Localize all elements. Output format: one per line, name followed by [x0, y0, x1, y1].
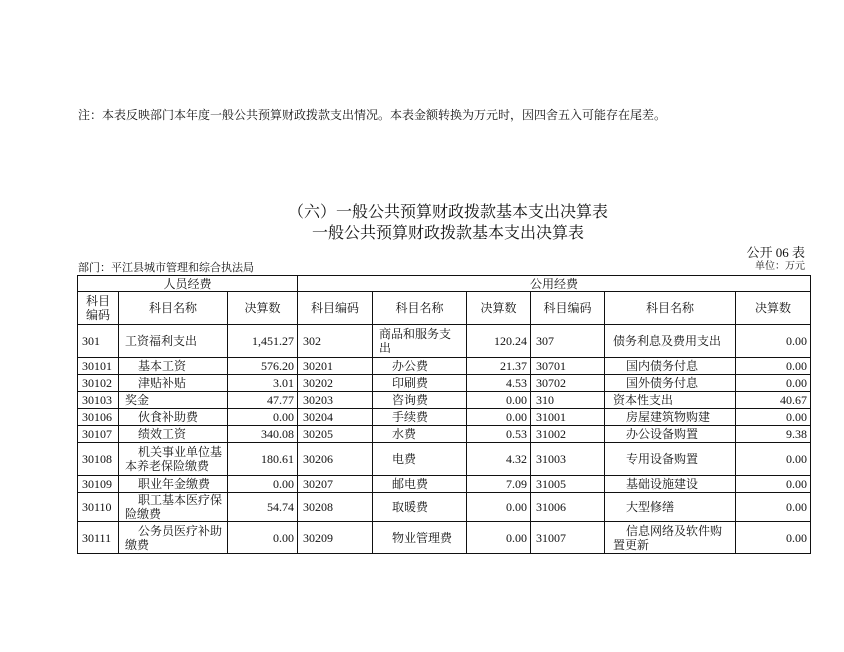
personnel-subject-name: 职业年金缴费 — [119, 476, 228, 493]
public-subject-code: 302 — [298, 325, 373, 358]
public-subject-name: 国外债务付息 — [605, 375, 736, 392]
public-subject-code: 31007 — [531, 522, 605, 554]
public-amount: 0.00 — [736, 522, 811, 554]
public-subject-name: 水费 — [373, 426, 467, 443]
personnel-subject-code: 30107 — [78, 426, 119, 443]
unit-label: 单位：万元 — [755, 261, 805, 272]
page-title: （六）一般公共预算财政拨款基本支出决算表 — [287, 204, 608, 221]
personnel-amount: 0.00 — [228, 409, 298, 426]
personnel-amount: 180.61 — [228, 443, 298, 476]
group-header-personnel: 人员经费 — [78, 276, 298, 292]
public-subject-code: 30702 — [531, 375, 605, 392]
personnel-subject-name: 工资福利支出 — [119, 325, 228, 358]
public-amount: 0.00 — [467, 522, 531, 554]
column-header-amount: 决算数 — [736, 292, 811, 325]
personnel-subject-code: 30106 — [78, 409, 119, 426]
public-subject-name: 专用设备购置 — [605, 443, 736, 476]
public-amount: 0.00 — [467, 409, 531, 426]
public-subject-name: 商品和服务支出 — [373, 325, 467, 358]
table-row — [78, 476, 811, 493]
public-amount: 0.00 — [467, 392, 531, 409]
personnel-amount: 1,451.27 — [228, 325, 298, 358]
public-subject-name: 资本性支出 — [605, 392, 736, 409]
public-amount: 0.00 — [736, 358, 811, 375]
public-subject-name: 办公费 — [373, 358, 467, 375]
public-amount: 9.38 — [736, 426, 811, 443]
column-header-amount: 决算数 — [228, 292, 298, 325]
public-subject-code: 31003 — [531, 443, 605, 476]
public-subject-name: 物业管理费 — [373, 522, 467, 554]
personnel-amount: 47.77 — [228, 392, 298, 409]
public-amount: 0.00 — [736, 325, 811, 358]
public-amount: 0.00 — [736, 375, 811, 392]
personnel-subject-code: 30101 — [78, 358, 119, 375]
public-subject-code: 30204 — [298, 409, 373, 426]
personnel-amount: 340.08 — [228, 426, 298, 443]
public-subject-name: 邮电费 — [373, 476, 467, 493]
personnel-subject-code: 30102 — [78, 375, 119, 392]
public-subject-name: 国内债务付息 — [605, 358, 736, 375]
public-subject-name: 基础设施建设 — [605, 476, 736, 493]
public-amount: 0.00 — [736, 476, 811, 493]
public-subject-code: 30203 — [298, 392, 373, 409]
public-subject-name: 咨询费 — [373, 392, 467, 409]
public-amount: 7.09 — [467, 476, 531, 493]
public-subject-code: 307 — [531, 325, 605, 358]
public-subject-code: 30206 — [298, 443, 373, 476]
public-subject-name: 电费 — [373, 443, 467, 476]
personnel-amount: 0.00 — [228, 522, 298, 554]
column-header-subject-code: 科目编码 — [531, 292, 605, 325]
public-amount: 120.24 — [467, 325, 531, 358]
column-header-subject-code: 科目编码 — [298, 292, 373, 325]
personnel-subject-code: 30103 — [78, 392, 119, 409]
personnel-subject-name: 绩效工资 — [119, 426, 228, 443]
column-header-subject-name: 科目名称 — [373, 292, 467, 325]
column-header-amount: 决算数 — [467, 292, 531, 325]
personnel-subject-name: 奖金 — [119, 392, 228, 409]
table-row — [78, 522, 811, 554]
public-subject-code: 31006 — [531, 493, 605, 522]
group-header-row — [78, 276, 811, 292]
public-subject-code: 30205 — [298, 426, 373, 443]
column-header-subject-name: 科目名称 — [605, 292, 736, 325]
personnel-subject-code: 30111 — [78, 522, 119, 554]
personnel-subject-code: 301 — [78, 325, 119, 358]
personnel-amount: 54.74 — [228, 493, 298, 522]
public-subject-code: 30209 — [298, 522, 373, 554]
table-row — [78, 426, 811, 443]
public-amount: 21.37 — [467, 358, 531, 375]
public-subject-code: 31005 — [531, 476, 605, 493]
personnel-subject-name: 职工基本医疗保险缴费 — [119, 493, 228, 522]
personnel-subject-name: 津贴补贴 — [119, 375, 228, 392]
public-subject-name: 房屋建筑物购建 — [605, 409, 736, 426]
public-subject-name: 印刷费 — [373, 375, 467, 392]
table-row — [78, 325, 811, 358]
public-subject-code: 31001 — [531, 409, 605, 426]
public-amount: 40.67 — [736, 392, 811, 409]
column-header-subject-name: 科目名称 — [119, 292, 228, 325]
personnel-amount: 3.01 — [228, 375, 298, 392]
public-subject-code: 30202 — [298, 375, 373, 392]
table-row — [78, 409, 811, 426]
table-note: 注：本表反映部门本年度一般公共预算财政拨款支出情况。本表金额转换为万元时，因四舍五入可能存在尾差。 — [78, 108, 667, 122]
column-header-row — [78, 292, 811, 325]
department-label: 部门：平江县城市管理和综合执法局 — [78, 262, 254, 274]
public-amount: 0.00 — [736, 409, 811, 426]
public-subject-name: 信息网络及软件购置更新 — [605, 522, 736, 554]
public-subject-name: 办公设备购置 — [605, 426, 736, 443]
personnel-amount: 576.20 — [228, 358, 298, 375]
form-number: 公开 06 表 — [746, 245, 805, 260]
table-row — [78, 443, 811, 476]
public-subject-code: 310 — [531, 392, 605, 409]
public-subject-name: 取暖费 — [373, 493, 467, 522]
public-subject-code: 30208 — [298, 493, 373, 522]
public-subject-code: 30207 — [298, 476, 373, 493]
table-row — [78, 358, 811, 375]
personnel-subject-code: 30109 — [78, 476, 119, 493]
column-header-subject-code: 科目编码 — [78, 292, 119, 325]
page-subtitle: 一般公共预算财政拨款基本支出决算表 — [311, 225, 584, 242]
public-amount: 4.53 — [467, 375, 531, 392]
public-amount: 0.00 — [736, 443, 811, 476]
public-amount: 4.32 — [467, 443, 531, 476]
personnel-subject-code: 30108 — [78, 443, 119, 476]
personnel-subject-name: 基本工资 — [119, 358, 228, 375]
personnel-amount: 0.00 — [228, 476, 298, 493]
public-amount: 0.00 — [467, 493, 531, 522]
public-amount: 0.53 — [467, 426, 531, 443]
public-subject-code: 31002 — [531, 426, 605, 443]
public-subject-code: 30701 — [531, 358, 605, 375]
public-amount: 0.00 — [736, 493, 811, 522]
public-subject-name: 大型修缮 — [605, 493, 736, 522]
table-row — [78, 392, 811, 409]
table-row — [78, 493, 811, 522]
expenditure-table — [77, 275, 811, 554]
table-row — [78, 375, 811, 392]
personnel-subject-name: 机关事业单位基本养老保险缴费 — [119, 443, 228, 476]
group-header-public: 公用经费 — [298, 276, 811, 292]
personnel-subject-code: 30110 — [78, 493, 119, 522]
public-subject-code: 30201 — [298, 358, 373, 375]
personnel-subject-name: 公务员医疗补助缴费 — [119, 522, 228, 554]
personnel-subject-name: 伙食补助费 — [119, 409, 228, 426]
public-subject-name: 手续费 — [373, 409, 467, 426]
public-subject-name: 债务利息及费用支出 — [605, 325, 736, 358]
